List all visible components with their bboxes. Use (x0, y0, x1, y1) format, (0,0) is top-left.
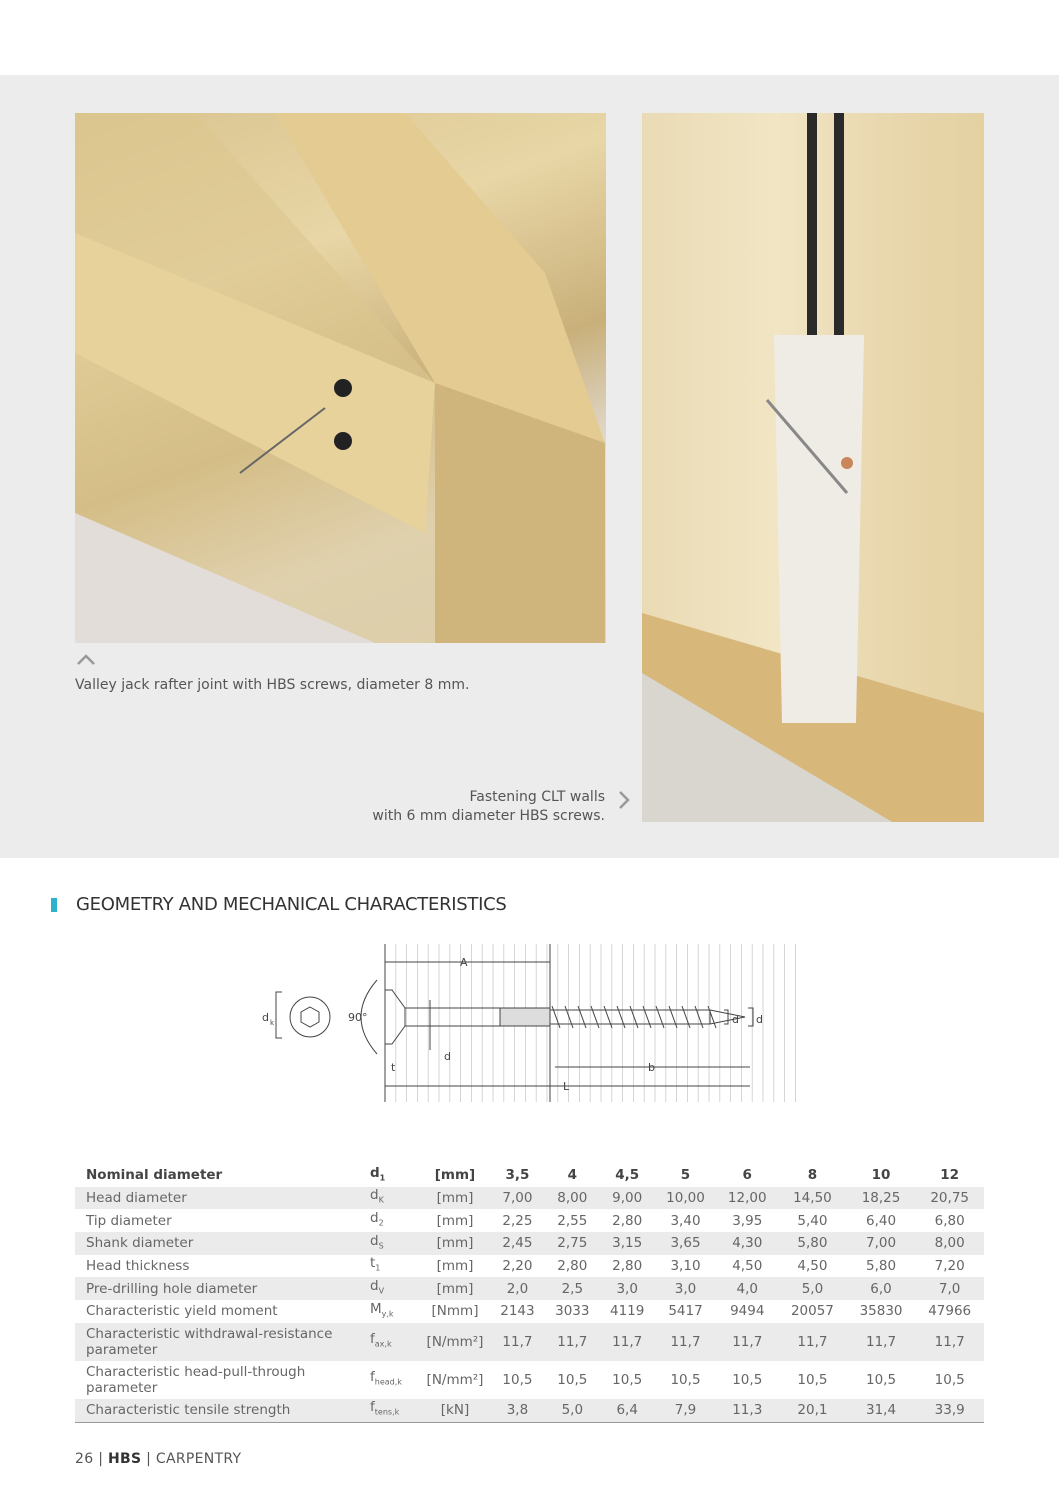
cell-value: 20057 (790, 1303, 834, 1320)
cell-value: 2143 (500, 1303, 535, 1320)
row-label: Pre-drilling hole diameter (75, 1277, 370, 1300)
row-unit: [Nmm] (431, 1303, 479, 1320)
cell-value: 6,0 (847, 1277, 916, 1300)
cell-value: 5,0 (545, 1399, 600, 1422)
symbol-sub: 1 (379, 1173, 386, 1183)
row-unit: [mm] (436, 1258, 474, 1275)
thread-mark (656, 1006, 664, 1028)
cell-value: 11,7 (600, 1323, 655, 1361)
row-symbol (370, 1164, 420, 1187)
cell-value: 11,7 (847, 1323, 916, 1361)
cell-value: 3033 (555, 1303, 590, 1320)
symbol-sub: S (378, 1241, 384, 1251)
table-header-row (75, 1164, 984, 1187)
row-symbol (370, 1232, 420, 1255)
photo-rafter-joint (75, 113, 606, 643)
separator: | (146, 1451, 152, 1467)
row-unit: [mm] (436, 1212, 474, 1229)
left-photo-caption: Valley jack rafter joint with HBS screws, diameter 8 mm. (75, 677, 470, 693)
cell-value: 6,40 (866, 1212, 897, 1229)
cell-value: 6 (742, 1167, 752, 1184)
table-row (75, 1277, 984, 1300)
page-footer (75, 1451, 241, 1467)
cell-value: 7,20 (934, 1258, 965, 1275)
symbol: f (370, 1368, 375, 1385)
table-row (75, 1209, 984, 1232)
row-symbol (370, 1399, 420, 1422)
row-symbol (370, 1361, 420, 1399)
row-symbol (370, 1277, 420, 1300)
row-label: Characteristic withdrawal-resistance parameter (75, 1323, 370, 1361)
cell-value: 9,00 (600, 1187, 655, 1210)
cell-value: 3,95 (732, 1212, 763, 1229)
symbol-sub: ax,k (374, 1339, 392, 1349)
chevron-up-icon (76, 652, 96, 668)
separator: | (98, 1451, 104, 1467)
row-unit: [mm] (420, 1277, 490, 1300)
cell-value: 35830 (859, 1303, 903, 1320)
cell-value: 2,5 (545, 1277, 600, 1300)
symbol-sub: K (378, 1195, 384, 1205)
cell-value: 9494 (730, 1303, 765, 1320)
cell-value: 31,4 (847, 1399, 916, 1422)
cell-value: 8 (807, 1167, 818, 1184)
table-row (75, 1187, 984, 1210)
cell-value: 2,80 (612, 1258, 643, 1275)
thread-mark (591, 1006, 599, 1028)
cell-value: 2,75 (545, 1232, 600, 1255)
thread-mark (682, 1006, 690, 1028)
cell-value: 11,7 (915, 1323, 984, 1361)
symbol: M (370, 1300, 382, 1317)
cell-value: 10,5 (732, 1371, 763, 1388)
symbol: d (370, 1164, 380, 1181)
cell-value: 4,30 (716, 1232, 778, 1255)
section-title: GEOMETRY AND MECHANICAL CHARACTERISTICS (76, 894, 507, 915)
cell-value: 5 (680, 1167, 691, 1184)
cell-value: 7,00 (847, 1232, 916, 1255)
cell-value: 8,00 (545, 1187, 600, 1210)
cell-value: 11,7 (545, 1323, 600, 1361)
cell-value: 12 (940, 1167, 960, 1184)
cell-value: 11,7 (490, 1323, 545, 1361)
cell-value: 5,80 (778, 1232, 847, 1255)
row-label: Nominal diameter (86, 1167, 223, 1184)
right-photo-caption (372, 788, 605, 826)
label-sub: k (270, 1019, 275, 1027)
cell-value: 3,5 (505, 1167, 530, 1184)
row-symbol (370, 1209, 420, 1232)
page-number: 26 (75, 1451, 94, 1467)
cell-value: 3,40 (670, 1212, 701, 1229)
cell-value: 18,25 (847, 1187, 916, 1210)
footer-brand: HBS (107, 1451, 142, 1467)
caption-line: Fastening CLT walls (469, 789, 605, 805)
cell-value: 20,1 (778, 1399, 847, 1422)
cell-value: 3,8 (490, 1399, 545, 1422)
row-label: Shank diameter (75, 1232, 370, 1255)
cell-value: 2,0 (490, 1277, 545, 1300)
characteristics-table (75, 1164, 984, 1423)
row-symbol (370, 1323, 420, 1361)
label-dk: d (262, 1011, 269, 1024)
table-row (75, 1361, 984, 1399)
row-unit: [mm] (420, 1187, 490, 1210)
thread-mark (630, 1006, 638, 1028)
table-row (75, 1255, 984, 1278)
cell-value: 10,5 (797, 1371, 828, 1388)
cell-value: 10,5 (934, 1371, 965, 1388)
table-row (75, 1323, 984, 1361)
row-label: Characteristic tensile strength (75, 1399, 370, 1422)
row-label: Tip diameter (86, 1212, 172, 1229)
row-unit: [N/mm²] (426, 1371, 484, 1388)
cell-value: 2,20 (502, 1258, 533, 1275)
cell-value: 14,50 (778, 1187, 847, 1210)
symbol: d (370, 1277, 379, 1294)
cell-value: 4,5 (615, 1167, 640, 1184)
symbol-sub: V (378, 1286, 385, 1296)
label-angle: 90° (348, 1011, 368, 1024)
label-b: b (648, 1061, 655, 1074)
cell-value: 11,7 (716, 1323, 778, 1361)
cell-value: 4,50 (732, 1258, 763, 1275)
cell-value: 10,00 (655, 1187, 717, 1210)
cell-value: 12,00 (716, 1187, 778, 1210)
thread-mark (669, 1006, 677, 1028)
cell-value: 10 (871, 1167, 891, 1184)
thread-mark (617, 1006, 625, 1028)
thread-mark (695, 1006, 703, 1028)
cell-value: 3,15 (600, 1232, 655, 1255)
cell-value: 11,3 (716, 1399, 778, 1422)
section-accent-bar (51, 898, 57, 912)
thread-mark (552, 1006, 560, 1028)
label-A: A (460, 956, 468, 969)
symbol-sub: 1 (375, 1263, 381, 1273)
table-row (75, 1232, 984, 1255)
cell-value: 2,55 (557, 1212, 588, 1229)
cell-value: 5,0 (778, 1277, 847, 1300)
label-L: L (563, 1080, 570, 1093)
cell-value: 10,5 (557, 1371, 588, 1388)
row-unit: [N/mm²] (420, 1323, 490, 1361)
cell-value: 8,00 (915, 1232, 984, 1255)
cell-value: 7,0 (915, 1277, 984, 1300)
cell-value: 3,0 (600, 1277, 655, 1300)
cell-value: 47966 (928, 1303, 972, 1320)
symbol: t (370, 1255, 376, 1272)
symbol: f (370, 1330, 375, 1347)
cell-value: 4,50 (797, 1258, 828, 1275)
row-symbol (370, 1255, 420, 1278)
row-unit: [kN] (420, 1399, 490, 1422)
chevron-right-icon (616, 789, 632, 811)
row-symbol (370, 1300, 420, 1323)
cell-value: 7,9 (655, 1399, 717, 1422)
row-label: Characteristic head-pull-through parameter (86, 1363, 306, 1396)
cell-value: 10,5 (866, 1371, 897, 1388)
row-label: Characteristic yield moment (86, 1303, 278, 1320)
cell-value: 5417 (668, 1303, 703, 1320)
cell-value: 6,80 (934, 1212, 965, 1229)
table-row (75, 1300, 984, 1323)
label-d2: d (732, 1013, 739, 1026)
cell-value: 2,80 (557, 1258, 588, 1275)
symbol-sub: y,k (381, 1309, 394, 1319)
cell-value: 2,80 (612, 1212, 643, 1229)
symbol: d (370, 1209, 379, 1226)
row-unit: [mm] (434, 1167, 476, 1184)
cell-value: 33,9 (915, 1399, 984, 1422)
cell-value: 5,80 (866, 1258, 897, 1275)
screw-diagram (250, 940, 810, 1110)
cell-value: 3,10 (670, 1258, 701, 1275)
label-ds: d (444, 1050, 451, 1063)
row-label: Head diameter (75, 1187, 370, 1210)
table-row (75, 1399, 984, 1422)
cell-value: 4,0 (716, 1277, 778, 1300)
cell-value: 11,7 (655, 1323, 717, 1361)
cell-value: 11,7 (778, 1323, 847, 1361)
photo-clt-wall (642, 113, 984, 822)
cell-value: 7,00 (490, 1187, 545, 1210)
cell-value: 4 (567, 1167, 578, 1184)
cell-value: 2,25 (502, 1212, 533, 1229)
footer-section: CARPENTRY (155, 1451, 242, 1467)
row-symbol (370, 1187, 420, 1210)
cell-value: 4119 (610, 1303, 645, 1320)
thread-mark (604, 1006, 612, 1028)
cell-value: 10,5 (670, 1371, 701, 1388)
symbol-sub: tens,k (374, 1408, 400, 1417)
row-unit: [mm] (420, 1232, 490, 1255)
caption-line: with 6 mm diameter HBS screws. (372, 808, 605, 824)
symbol-sub: 2 (378, 1218, 384, 1228)
label-d1: d (756, 1013, 763, 1026)
cell-value: 6,4 (600, 1399, 655, 1422)
label-t1: t (391, 1061, 396, 1074)
cell-value: 3,0 (655, 1277, 717, 1300)
cell-value: 10,5 (502, 1371, 533, 1388)
row-label: Head thickness (86, 1258, 190, 1275)
cell-value: 10,5 (612, 1371, 643, 1388)
cell-value: 5,40 (797, 1212, 828, 1229)
cell-value: 3,65 (655, 1232, 717, 1255)
symbol-sub: head,k (374, 1377, 402, 1387)
cell-value: 20,75 (915, 1187, 984, 1210)
symbol: f (370, 1399, 375, 1416)
symbol: d (370, 1232, 379, 1249)
cell-value: 2,45 (490, 1232, 545, 1255)
symbol: d (370, 1187, 379, 1204)
